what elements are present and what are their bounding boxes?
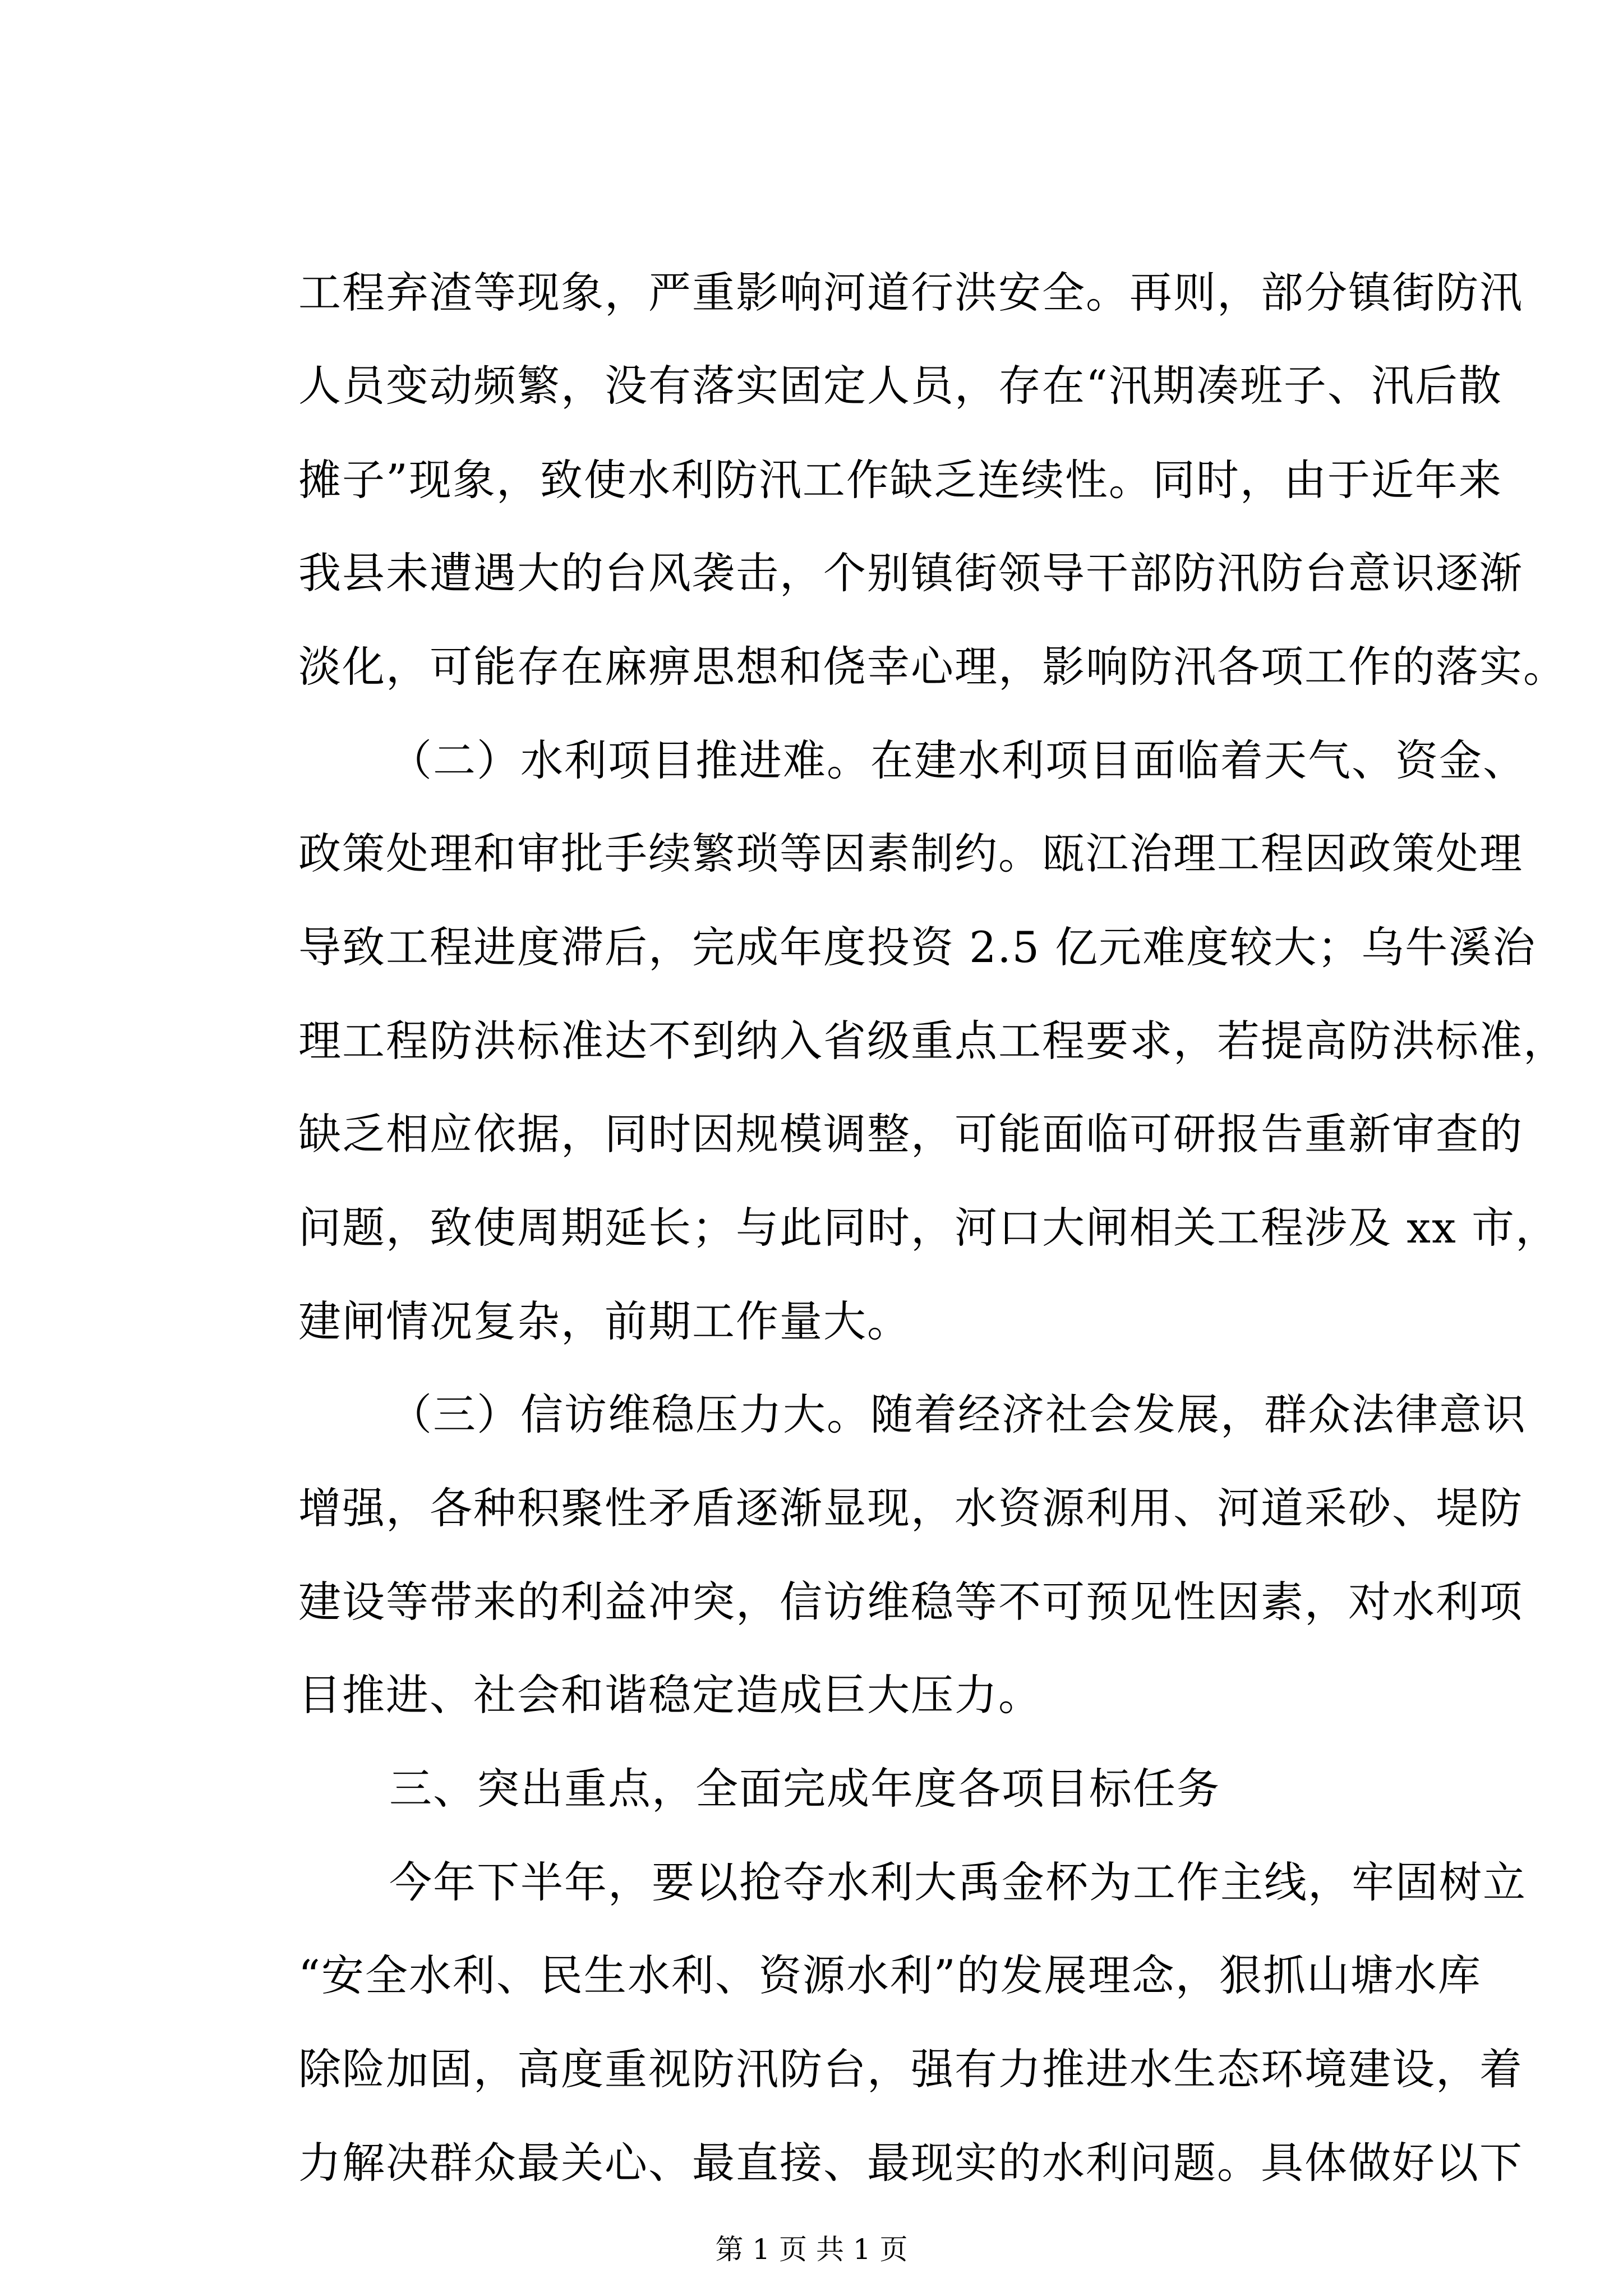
text-line: 缺乏相应依据，同时因规模调整，可能面临可研报告重新审查的 — [298, 1109, 1523, 1159]
text-line: （二）水利项目推进难。在建水利项目面临着天气、资金、 — [389, 735, 1527, 785]
text-line: 摊子”现象，致使水利防汛工作缺乏连续性。同时，由于近年来 — [298, 455, 1502, 505]
text-line: 建闸情况复杂，前期工作量大。 — [298, 1296, 911, 1346]
text-line: “安全水利、民生水利、资源水利”的发展理念，狠抓山塘水库 — [298, 1950, 1482, 2000]
section-heading: 三、突出重点，全面完成年度各项目标任务 — [389, 1764, 1220, 1814]
text-line: 我县未遭遇大的台风袭击，个别镇街领导干部防汛防台意识逐渐 — [298, 548, 1523, 598]
text-line: 工程弃渣等现象，严重影响河道行洪安全。再则，部分镇街防汛 — [298, 268, 1523, 318]
text-line: 人员变动频繁，没有落实固定人员，存在“汛期凑班子、汛后散 — [298, 361, 1502, 411]
text-line: 除险加固，高度重视防汛防台，强有力推进水生态环境建设，着 — [298, 2044, 1523, 2094]
text-line: 淡化，可能存在麻痹思想和侥幸心理，影响防汛各项工作的落实。 — [298, 642, 1567, 692]
text-line: 政策处理和审批手续繁琐等因素制约。瓯江治理工程因政策处理 — [298, 829, 1523, 878]
text-line: 增强，各种积聚性矛盾逐渐显现，水资源利用、河道采砂、堤防 — [298, 1483, 1523, 1533]
text-line: （三）信访维稳压力大。随着经济社会发展，群众法律意识 — [389, 1389, 1527, 1439]
text-line: 导致工程进度滞后，完成年度投资 2.5 亿元难度较大；乌牛溪治 — [298, 922, 1537, 972]
text-line: 建设等带来的利益冲突，信访维稳等不可预见性因素，对水利项 — [298, 1577, 1523, 1627]
text-line: 目推进、社会和谐稳定造成巨大压力。 — [298, 1670, 1042, 1720]
text-line: 力解决群众最关心、最直接、最现实的水利问题。具体做好以下 — [298, 2138, 1523, 2188]
page-number-footer: 第 1 页 共 1 页 — [715, 2233, 908, 2266]
text-line: 今年下半年，要以抢夺水利大禹金杯为工作主线，牢固树立 — [389, 1857, 1527, 1907]
text-line: 理工程防洪标准达不到纳入省级重点工程要求，若提高防洪标准， — [298, 1016, 1567, 1066]
text-line: 问题，致使周期延长；与此同时，河口大闸相关工程涉及 xx 市， — [298, 1203, 1560, 1253]
